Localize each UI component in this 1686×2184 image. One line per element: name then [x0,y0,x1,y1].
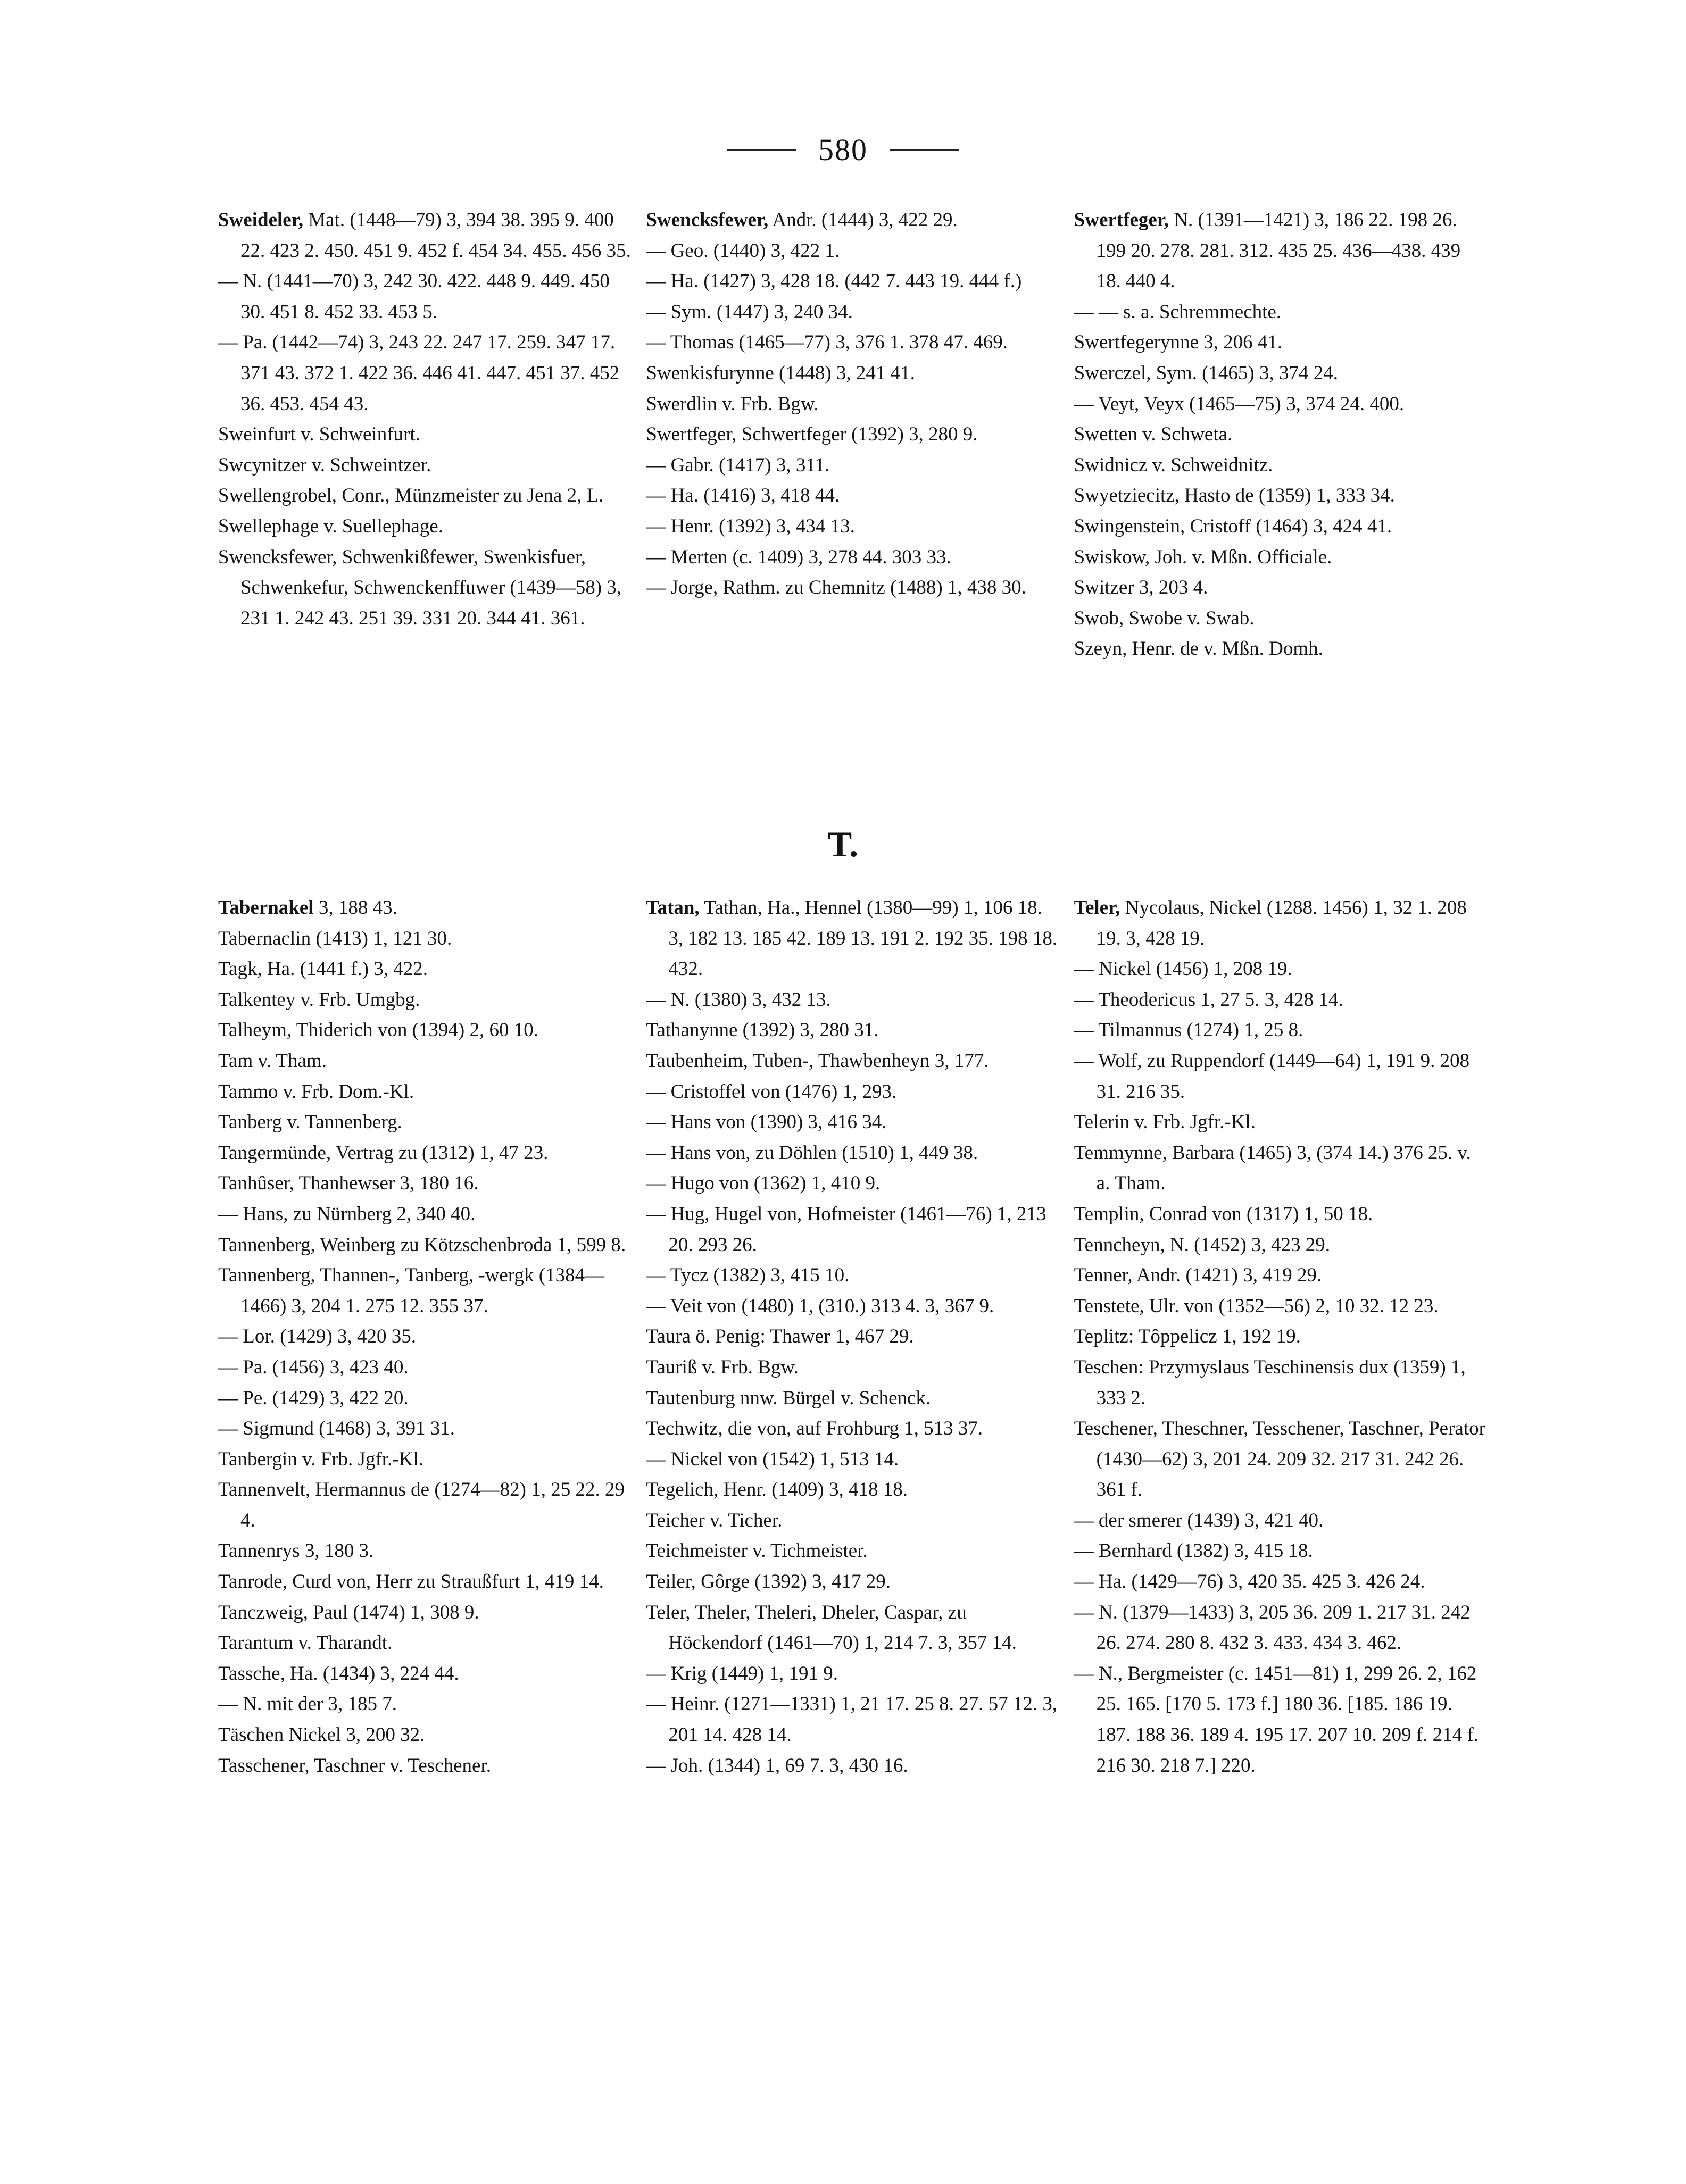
index-entry [646,1138,1059,1169]
index-entry [218,1352,631,1383]
entry-text: Tanberg v. Tannenberg. [218,1111,402,1133]
index-entry [218,1750,631,1781]
index-entry [218,1077,631,1107]
entry-text: Swenkisfurynne (1448) 3, 241 41. [646,362,915,384]
index-entry [646,327,1059,358]
entry-text: Tabernaclin (1413) 1, 121 30. [218,927,452,949]
index-entry [218,1321,631,1352]
entry-text: — Ha. (1427) 3, 428 18. (442 7. 443 19. 444 f.) [646,270,1022,293]
entry-text: Teler, Theler, Theleri, Dheler, Caspar, zu Höckendorf (1461—70) 1, 214 7. 3, 357 14. [646,1601,1017,1654]
index-entry [218,1597,631,1628]
entry-text: — Thomas (1465—77) 3, 376 1. 378 47. 469. [646,331,1008,354]
entry-text: — Krig (1449) 1, 191 9. [646,1662,838,1685]
index-block-sw [218,205,1487,664]
index-entry [218,450,631,481]
index-entry [646,1260,1059,1291]
index-entry [1074,1505,1487,1536]
entry-text: Swerczel, Sym. (1465) 3, 374 24. [1074,362,1338,384]
entry-text: Teschen: Przymyslaus Teschinensis dux (1359) 1, 333 2. [1074,1356,1466,1409]
left-rule [727,149,796,151]
entry-text: — Nickel (1456) 1, 208 19. [1074,958,1292,980]
index-column [646,893,1059,1781]
entry-text: Tam v. Tham. [218,1049,327,1072]
entry-text: Tasschener, Taschner v. Teschener. [218,1754,491,1777]
index-entry [646,1474,1059,1505]
page-header [0,132,1686,168]
entry-headword: Tatan, [646,897,700,919]
index-entry [646,1750,1059,1781]
entry-text: Swellengrobel, Conr., Münzmeister zu Jena 2, L. [218,485,604,507]
index-entry [218,954,631,985]
entry-text: Tegelich, Henr. (1409) 3, 418 18. [646,1479,908,1501]
index-entry [646,1321,1059,1352]
index-entry [646,1566,1059,1597]
index-entry [646,1046,1059,1077]
entry-text: Teplitz: Tôppelicz 1, 192 19. [1074,1326,1301,1348]
entry-text: Tassche, Ha. (1434) 3, 224 44. [218,1662,459,1685]
entry-text: Tautenburg nnw. Bürgel v. Schenck. [646,1387,931,1409]
index-entry [646,1352,1059,1383]
index-entry [218,1566,631,1597]
entry-text: Taura ö. Penig: Thawer 1, 467 29. [646,1326,914,1348]
entry-text: Swetten v. Schweta. [1074,423,1233,446]
index-entry [646,480,1059,511]
index-entry [1074,1046,1487,1107]
entry-text: Tathan, Ha., Hennel (1380—99) 1, 106 18. 3, 182 13. 185 42. 189 13. 191 2. 192 35. 198 18. 432. [668,897,1058,980]
entry-text: Swerdlin v. Frb. Bgw. [646,393,819,415]
index-entry [646,1413,1059,1444]
index-entry [1074,1138,1487,1199]
entry-text: Tannenberg, Weinberg zu Kötzschenbroda 1, 599 8. [218,1233,626,1256]
index-entry [1074,1597,1487,1658]
index-entry [1074,1015,1487,1046]
entry-text: — Ha. (1429—76) 3, 420 35. 425 3. 426 24. [1074,1571,1425,1593]
entry-text: — Bernhard (1382) 3, 415 18. [1074,1540,1313,1562]
entry-text: — der smerer (1439) 3, 421 40. [1074,1509,1324,1531]
entry-text: Swyetziecitz, Hasto de (1359) 1, 333 34. [1074,485,1395,507]
index-entry [218,1720,631,1750]
entry-text: Talheym, Thiderich von (1394) 2, 60 10. [218,1019,538,1041]
index-entry [646,297,1059,328]
index-block-t [218,893,1487,1781]
entry-text: Swiskow, Joh. v. Mßn. Officiale. [1074,546,1332,568]
entry-text: Switzer 3, 203 4. [1074,577,1208,599]
entry-text: Teichmeister v. Tichmeister. [646,1540,868,1562]
entry-text: Tannenberg, Thannen-, Tanberg, -wergk (1384—1466) 3, 204 1. 275 12. 355 37. [218,1264,605,1317]
index-entry [218,1260,631,1321]
entry-text: Tenner, Andr. (1421) 3, 419 29. [1074,1264,1322,1287]
index-entry [218,419,631,450]
index-entry [646,1291,1059,1322]
entry-text: — Cristoffel von (1476) 1, 293. [646,1080,897,1103]
index-entry [1074,389,1487,420]
entry-text: — Hans, zu Nürnberg 2, 340 40. [218,1203,476,1225]
index-entry [218,266,631,327]
entry-text: — Veit von (1480) 1, (310.) 313 4. 3, 367 9. [646,1295,994,1317]
entry-text: Talkentey v. Frb. Umgbg. [218,988,420,1011]
entry-text: — Ha. (1416) 3, 418 44. [646,485,840,507]
index-entry [218,1138,631,1169]
index-entry [1074,1658,1487,1781]
index-column [218,205,631,664]
index-entry [646,542,1059,573]
index-column [1074,893,1487,1781]
index-entry [218,1444,631,1475]
index-entry [646,511,1059,542]
index-entry [1074,633,1487,664]
index-entry [218,1199,631,1230]
entry-text: Tanhûser, Thanhewser 3, 180 16. [218,1172,479,1195]
index-entry [646,419,1059,450]
index-entry [218,1689,631,1720]
index-entry [218,1474,631,1536]
entry-text: Swob, Swobe v. Swab. [1074,607,1255,629]
entry-text: Tathanynne (1392) 3, 280 31. [646,1019,879,1041]
index-entry [218,985,631,1015]
index-entry [1074,572,1487,603]
index-column [646,205,1059,664]
entry-text: Swertfeger, Schwertfeger (1392) 3, 280 9. [646,423,978,446]
index-entry [218,1658,631,1689]
index-entry [646,1077,1059,1107]
index-entry [646,893,1059,985]
entry-text: Teiler, Gôrge (1392) 3, 417 29. [646,1571,891,1593]
index-entry [646,1383,1059,1414]
entry-text: Tanczweig, Paul (1474) 1, 308 9. [218,1601,479,1623]
entry-text: — Joh. (1344) 1, 69 7. 3, 430 16. [646,1754,908,1777]
entry-text: — Nickel von (1542) 1, 513 14. [646,1448,899,1470]
index-entry [218,327,631,419]
entry-text: Swidnicz v. Schweidnitz. [1074,454,1273,476]
entry-text: — Theodericus 1, 27 5. 3, 428 14. [1074,988,1343,1011]
index-entry [1074,1321,1487,1352]
index-entry [218,1383,631,1414]
entry-text: — Hug, Hugel von, Hofmeister (1461—76) 1, 213 20. 293 26. [646,1203,1047,1256]
index-entry [646,1597,1059,1658]
entry-text: — Pa. (1442—74) 3, 243 22. 247 17. 259. 347 17. 371 43. 372 1. 422 36. 446 41. 447. 451 37. 452 36. 453. 454 43. [218,331,620,415]
entry-text: Szeyn, Henr. de v. Mßn. Domh. [1074,638,1323,660]
index-entry [646,1689,1059,1750]
index-entry [646,985,1059,1015]
index-entry [218,480,631,511]
right-rule [890,149,959,151]
entry-text: — Veyt, Veyx (1465—75) 3, 374 24. 400. [1074,393,1405,415]
entry-text: Teschener, Theschner, Tesschener, Taschner, Perator (1430—62) 3, 201 24. 209 32. 217 31. 242 26. 361 f. [1074,1418,1485,1501]
index-entry [1074,1107,1487,1138]
entry-text: — Geo. (1440) 3, 422 1. [646,239,840,262]
index-entry [1074,603,1487,634]
entry-text: Swencksfewer, Schwenkißfewer, Swenkisfuer, Schwenkefur, Schwenckenffuwer (1439—58) 3, 231 1. 242 43. 251 39. 331 20. 344 41. 361. [218,546,622,629]
index-entry [1074,1199,1487,1230]
entry-text: — Hans von (1390) 3, 416 34. [646,1111,887,1133]
index-entry [218,1015,631,1046]
index-entry [1074,1291,1487,1322]
entry-text: — — s. a. Schremmechte. [1074,301,1282,323]
index-entry [218,1230,631,1261]
index-entry [1074,419,1487,450]
entry-text: Taubenheim, Tuben-, Thawbenheyn 3, 177. [646,1049,989,1072]
index-entry [218,893,631,923]
entry-text: — Sym. (1447) 3, 240 34. [646,301,853,323]
entry-text: Tanbergin v. Frb. Jgfr.-Kl. [218,1448,423,1470]
entry-text: — N. (1379—1433) 3, 205 36. 209 1. 217 31. 242 26. 274. 280 8. 432 3. 433. 434 3. 462. [1074,1601,1471,1654]
index-entry [1074,1536,1487,1566]
index-entry [1074,954,1487,985]
entry-text: Tannenrys 3, 180 3. [218,1540,374,1562]
entry-text: — Gabr. (1417) 3, 311. [646,454,830,476]
index-entry [646,205,1059,236]
index-entry [646,266,1059,297]
entry-text: — N. (1380) 3, 432 13. [646,988,831,1011]
entry-text: — Hans von, zu Döhlen (1510) 1, 449 38. [646,1141,978,1164]
entry-text: — Tilmannus (1274) 1, 25 8. [1074,1019,1303,1041]
index-entry [646,1505,1059,1536]
entry-text: Tammo v. Frb. Dom.-Kl. [218,1080,414,1103]
entry-text: Nycolaus, Nickel (1288. 1456) 1, 32 1. 208 19. 3, 428 19. [1096,897,1467,949]
entry-text: Templin, Conrad von (1317) 1, 50 18. [1074,1203,1373,1225]
entry-text: Swingenstein, Cristoff (1464) 3, 424 41. [1074,515,1392,537]
entry-text: — Lor. (1429) 3, 420 35. [218,1326,417,1348]
index-entry [646,1107,1059,1138]
entry-text: N. (1391—1421) 3, 186 22. 198 26. 199 20. 278. 281. 312. 435 25. 436—438. 439 18. 440 4. [1096,209,1461,293]
index-entry [1074,1566,1487,1597]
index-entry [1074,205,1487,297]
entry-headword: Swertfeger, [1074,209,1169,231]
entry-text: Swcynitzer v. Schweintzer. [218,454,431,476]
entry-text: — N. (1441—70) 3, 242 30. 422. 448 9. 449. 450 30. 451 8. 452 33. 453 5. [218,270,610,323]
index-entry [1074,450,1487,481]
index-entry [1074,985,1487,1015]
entry-text: — N. mit der 3, 185 7. [218,1693,397,1715]
entry-text: 3, 188 43. [313,897,397,919]
entry-headword: Sweideler, [218,209,303,231]
index-entry [1074,1260,1487,1291]
index-entry [1074,511,1487,542]
entry-text: — Heinr. (1271—1331) 1, 21 17. 25 8. 27. 57 12. 3, 201 14. 428 14. [646,1693,1058,1746]
entry-text: Sweinfurt v. Schweinfurt. [218,423,420,446]
entry-text: Teicher v. Ticher. [646,1509,783,1531]
entry-headword: Tabernakel [218,897,314,919]
index-entry [218,1046,631,1077]
index-entry [646,358,1059,389]
entry-text: — N., Bergmeister (c. 1451—81) 1, 299 26. 2, 162 25. 165. [170 5. 173 f.] 180 36. [185. 186 19. 187. 188 36. 189 4. 195 17. 207 10. 209 f. 214 f. 216 30. 218 7.] 220. [1074,1662,1479,1777]
entry-text: — Merten (c. 1409) 3, 278 44. 303 33. [646,546,951,568]
entry-text: Tannenvelt, Hermannus de (1274—82) 1, 25 22. 29 4. [218,1479,625,1531]
entry-text: — Pa. (1456) 3, 423 40. [218,1356,409,1378]
index-entry [1074,1413,1487,1505]
entry-text: Swellephage v. Suellephage. [218,515,443,537]
index-entry [1074,358,1487,389]
index-entry [646,1168,1059,1199]
section-heading: T. [827,824,859,864]
entry-text: — Wolf, zu Ruppendorf (1449—64) 1, 191 9. 208 31. 216 35. [1074,1049,1470,1103]
entry-text: Temmynne, Barbara (1465) 3, (374 14.) 376 25. v. a. Tham. [1074,1141,1471,1195]
entry-text: Tagk, Ha. (1441 f.) 3, 422. [218,958,428,980]
index-entry [646,1536,1059,1566]
index-column [218,893,631,1781]
index-entry [1074,893,1487,954]
entry-text: Taurіß v. Frb. Bgw. [646,1356,799,1378]
index-entry [646,1444,1059,1475]
entry-text: Tarantum v. Tharandt. [218,1632,393,1654]
entry-text: — Tycz (1382) 3, 415 10. [646,1264,850,1287]
entry-text: — Jorge, Rathm. zu Chemnitz (1488) 1, 438 30. [646,577,1026,599]
index-entry [646,450,1059,481]
entry-text: Tangermünde, Vertrag zu (1312) 1, 47 23. [218,1141,549,1164]
index-entry [646,389,1059,420]
entry-headword: Swencksfewer, [646,209,769,231]
entry-headword: Teler, [1074,897,1120,919]
entry-text: Tanrode, Curd von, Herr zu Straußfurt 1, 419 14. [218,1571,604,1593]
index-entry [646,1199,1059,1260]
index-entry [1074,1352,1487,1413]
entry-text: Telerin v. Frb. Jgfr.-Kl. [1074,1111,1256,1133]
entry-text: Tenstete, Ulr. von (1352—56) 2, 10 32. 12 23. [1074,1295,1439,1317]
index-entry [218,923,631,954]
page-number: 580 [818,132,868,167]
index-entry [1074,297,1487,328]
entry-text: Täschen Nickel 3, 200 32. [218,1724,425,1746]
index-entry [218,1628,631,1658]
entry-text: Tenncheyn, N. (1452) 3, 423 29. [1074,1233,1331,1256]
index-entry [218,1168,631,1199]
entry-text: — Pe. (1429) 3, 422 20. [218,1387,409,1409]
index-entry [218,1536,631,1566]
index-entry [218,542,631,634]
index-entry [1074,480,1487,511]
index-entry [218,205,631,266]
index-entry [646,572,1059,603]
index-entry [1074,327,1487,358]
index-entry [646,236,1059,266]
entry-text: Techwitz, die von, auf Frohburg 1, 513 37. [646,1418,983,1440]
entry-text: — Sigmund (1468) 3, 391 31. [218,1418,455,1440]
index-entry [646,1015,1059,1046]
entry-text: Swertfegerynne 3, 206 41. [1074,331,1283,354]
index-entry [1074,542,1487,573]
entry-text: Mat. (1448—79) 3, 394 38. 395 9. 400 22. 423 2. 450. 451 9. 452 f. 454 34. 455. 456 35. [240,209,631,262]
index-entry [218,511,631,542]
index-column [1074,205,1487,664]
index-entry [218,1413,631,1444]
entry-text: Andr. (1444) 3, 422 29. [768,209,958,231]
entry-text: — Hugo von (1362) 1, 410 9. [646,1172,881,1195]
index-entry [646,1658,1059,1689]
entry-text: — Henr. (1392) 3, 434 13. [646,515,855,537]
index-entry [1074,1230,1487,1261]
index-entry [218,1107,631,1138]
